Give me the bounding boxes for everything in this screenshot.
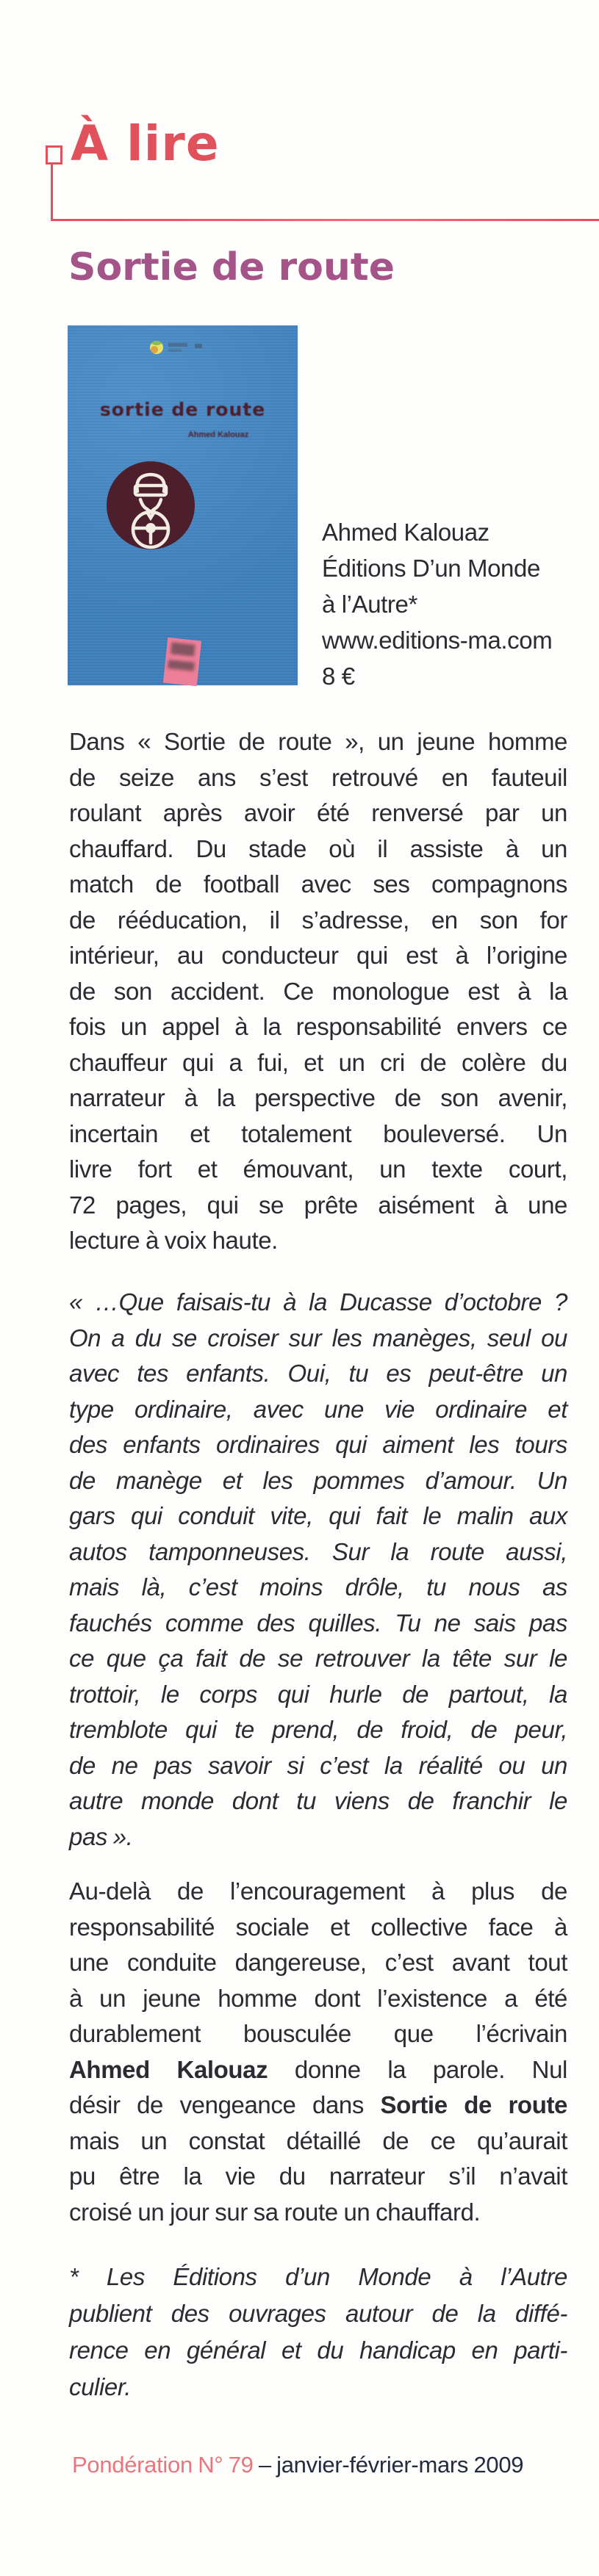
book-info-author: Ahmed Kalouaz — [322, 519, 489, 546]
text-line: fois un appel à la responsabilité envers ce — [69, 1013, 567, 1040]
text-line: trottoir, le corps qui hurle de partout, la — [69, 1680, 567, 1708]
text-line: culier. — [69, 2373, 132, 2400]
text-line: à un jeune homme dont l’existence a été — [69, 1984, 567, 2012]
text-line: lecture à voix haute. — [69, 1227, 278, 1254]
text-line: responsabilité sociale et collective face à — [69, 1913, 567, 1941]
text-line: croisé un jour sur sa route un chauffard. — [69, 2198, 481, 2226]
paragraph-commentary — [69, 1874, 567, 2230]
publisher-logo-icon — [143, 336, 224, 358]
text-line: chauffard. Du stade où il assiste à un — [69, 834, 567, 862]
text-line: On a du se croiser sur les manèges, seul ou — [69, 1324, 567, 1352]
text-line: incertain et totalement bouleversé. Un — [69, 1119, 567, 1147]
text-line: de son accident. Ce monologue est à la — [69, 977, 567, 1005]
text-line: ce que ça fait de se retrouver la tête sur le — [69, 1645, 567, 1672]
text-line: tremblote qui te prend, de froid, de peur, — [69, 1716, 567, 1743]
book-info-publisher-line1: Éditions D’un Monde — [322, 555, 540, 582]
text-line: pu être la vie du narrateur s’il n’avait — [69, 2162, 567, 2190]
text-line: livre fort et émouvant, un texte court, — [69, 1155, 567, 1183]
text-line: de ne pas savoir si c’est la réalité ou un — [69, 1751, 567, 1779]
book-info-price: 8 € — [322, 663, 355, 690]
book-info-website: www.editions-ma.com — [322, 627, 553, 654]
text-line: de rééducation, il s’adresse, en son for — [69, 906, 567, 934]
section-title: À lire — [71, 115, 220, 172]
text-line: gars qui conduit vite, qui fait le malin aux — [69, 1502, 567, 1529]
header-rule-vertical — [51, 162, 53, 221]
text-line: Au-delà de l’encouragement à plus de — [69, 1877, 567, 1905]
footer-issue: Pondération N° 79 — [72, 2452, 254, 2478]
text-line: * Les Éditions d’un Monde à l’Autre — [69, 2263, 567, 2290]
text-line: 72 pages, qui se prête aisément à une — [69, 1191, 567, 1219]
text-line: type ordinaire, avec une vie ordinaire et — [69, 1395, 567, 1423]
text-line: désir de vengeance dans Sortie de route — [69, 2091, 567, 2118]
text-line: mais là, c’est moins drôle, tu nous as — [69, 1573, 567, 1601]
text-line: fauchés comme des quilles. Tu ne sais pas — [69, 1609, 567, 1637]
text-line: de seize ans s’est retrouvé en fauteuil — [69, 763, 567, 791]
sticker-smudge — [168, 660, 195, 671]
text-line: durablement bousculée que l’écrivain — [69, 2020, 567, 2047]
text-line: de manège et les pommes d’amour. Un — [69, 1466, 567, 1494]
text-line: avec tes enfants. Oui, tu es peut-être un — [69, 1360, 567, 1387]
text-line: roulant après avoir été renversé par un — [69, 799, 567, 826]
driver-steering-wheel-icon — [104, 459, 197, 552]
price-sticker — [163, 638, 201, 686]
text-line: chauffeur qui a fui, et un cri de colère du — [69, 1048, 567, 1076]
text-line: match de football avec ses compagnons — [69, 870, 567, 898]
text-line: Ahmed Kalouaz donne la parole. Nul — [69, 2055, 567, 2083]
paragraph-summary — [69, 724, 567, 1259]
book-info-publisher-line2: à l’Autre* — [322, 591, 417, 618]
book-cover — [68, 325, 298, 685]
text-line: intérieur, au conducteur qui est à l’origine — [69, 942, 567, 969]
sticker-smudge — [171, 642, 195, 656]
page-footer — [72, 2452, 587, 2478]
article-title: Sortie de route — [68, 245, 395, 289]
book-info — [322, 514, 587, 694]
cover-author: Ahmed Kalouaz — [187, 430, 249, 439]
text-line: mais un constat détaillé de ce qu’aurait — [69, 2126, 567, 2154]
footer-date: – janvier-février-mars 2009 — [253, 2452, 524, 2478]
text-line: autos tamponneuses. Sur la route aussi, — [69, 1537, 567, 1565]
section-bullet-icon — [46, 145, 62, 165]
text-line: une conduite dangereuse, c’est avant tout — [69, 1949, 567, 1976]
text-line: des enfants ordinaires qui aiment les tours — [69, 1431, 567, 1458]
header-rule-horizontal — [51, 219, 599, 221]
text-line: « …Que faisais-tu à la Ducasse d’octobre ? — [69, 1288, 567, 1316]
text-line: narrateur à la perspective de son avenir, — [69, 1084, 567, 1111]
text-line: autre monde dont tu viens de franchir le — [69, 1787, 567, 1814]
text-line: pas ». — [69, 1822, 133, 1850]
text-line: Dans « Sortie de route », un jeune homme — [69, 728, 567, 755]
text-line: publient des ouvrages autour de la diffé- — [69, 2300, 567, 2327]
paragraph-footnote — [69, 2259, 567, 2406]
text-line: rence en général et du handicap en parti- — [69, 2337, 567, 2364]
cover-title: sortie de route — [99, 399, 266, 420]
paragraph-quote — [69, 1285, 567, 1855]
